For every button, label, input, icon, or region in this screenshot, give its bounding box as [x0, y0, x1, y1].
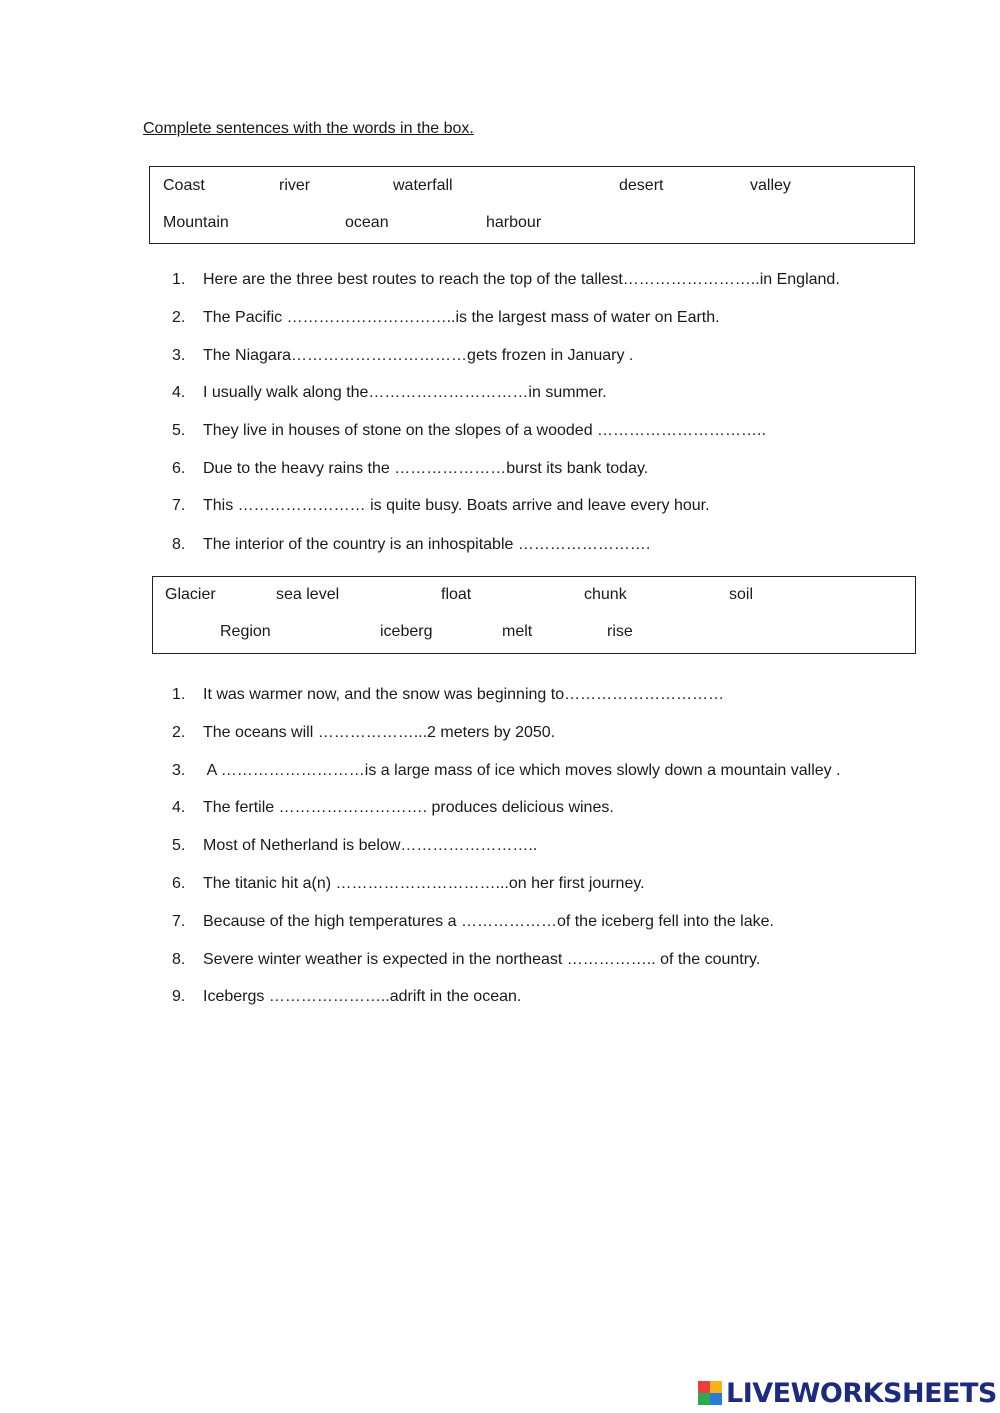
item-number: 6.: [172, 460, 186, 477]
word-box-1-word: desert: [619, 177, 664, 194]
item-number: 4.: [172, 799, 186, 816]
exercise-1-item: [172, 347, 633, 365]
item-text: It was warmer now, and the snow was beginning to…………………………: [203, 686, 725, 703]
exercise-2-item: [172, 988, 521, 1006]
word-box-2-word: rise: [607, 623, 633, 640]
item-text: Most of Netherland is below……………………..: [203, 837, 538, 854]
item-number: 8.: [172, 951, 186, 968]
item-number: 7.: [172, 913, 186, 930]
item-number: 9.: [172, 988, 186, 1005]
item-number: 2.: [172, 309, 186, 326]
word-box-2-word: sea level: [276, 586, 340, 603]
item-number: 1.: [172, 271, 186, 288]
word-box-2-word: Region: [220, 623, 271, 640]
word-box-1-word: waterfall: [393, 177, 453, 194]
item-text: They live in houses of stone on the slopes of a wooded …………………………..: [203, 422, 766, 439]
exercise-2-item: [172, 875, 645, 893]
exercise-1-item: [172, 460, 648, 478]
item-number: 3.: [172, 347, 186, 364]
exercise-1-item: [172, 384, 607, 402]
item-text: The fertile ………………………. produces delicious wines.: [203, 799, 614, 816]
item-text: The Pacific …………………………..is the largest mass of water on Earth.: [203, 309, 720, 326]
instruction-heading: Complete sentences with the words in the box.: [143, 120, 474, 137]
item-text: This …………………… is quite busy. Boats arrive and leave every hour.: [203, 497, 710, 514]
item-number: 7.: [172, 497, 186, 514]
logo-square: [698, 1381, 710, 1393]
exercise-2-item: [172, 762, 841, 780]
word-box-1-word: Coast: [163, 177, 205, 194]
exercise-2-item: [172, 913, 774, 931]
item-number: 2.: [172, 724, 186, 741]
item-number: 3.: [172, 762, 186, 779]
item-number: 6.: [172, 875, 186, 892]
item-text: Icebergs …………………..adrift in the ocean.: [203, 988, 522, 1005]
exercise-2-item: [172, 724, 555, 742]
item-text: I usually walk along the…………………………in summer.: [203, 384, 607, 401]
word-box-2: [152, 576, 916, 654]
exercise-1-item: [172, 309, 720, 327]
item-text: The Niagara……………………………gets frozen in January .: [203, 347, 634, 364]
exercise-2-item: [172, 837, 537, 855]
item-text: Due to the heavy rains the …………………burst its bank today.: [203, 460, 649, 477]
word-box-1-word: ocean: [345, 214, 389, 231]
exercise-2-item: [172, 799, 614, 817]
word-box-2-word: iceberg: [380, 623, 433, 640]
item-text: A ………………………is a large mass of ice which moves slowly down a mountain valley .: [203, 762, 841, 779]
word-box-1-word: valley: [750, 177, 791, 194]
item-number: 1.: [172, 686, 186, 703]
logo-square: [698, 1393, 710, 1405]
item-text: The interior of the country is an inhospitable …………………….: [203, 536, 651, 553]
exercise-1-item: [172, 536, 650, 554]
item-number: 4.: [172, 384, 186, 401]
exercise-1-item: [172, 422, 766, 440]
word-box-1-word: river: [279, 177, 311, 194]
item-text: The oceans will ………………...2 meters by 2050.: [203, 724, 556, 741]
item-number: 8.: [172, 536, 186, 553]
exercise-1-item: [172, 497, 710, 515]
word-box-2-word: chunk: [584, 586, 627, 603]
logo-square: [710, 1381, 722, 1393]
word-box-2-word: melt: [502, 623, 533, 640]
item-text: Severe winter weather is expected in the northeast …………….. of the country.: [203, 951, 761, 968]
item-number: 5.: [172, 422, 186, 439]
exercise-2-item: [172, 686, 724, 704]
word-box-1-word: Mountain: [163, 214, 229, 231]
word-box-1-word: harbour: [486, 214, 542, 231]
liveworksheets-logo[interactable]: [698, 1378, 997, 1408]
item-text: The titanic hit a(n) …………………………...on her first journey.: [203, 875, 645, 892]
word-box-1: [149, 166, 915, 244]
item-text: Because of the high temperatures a ………………of the iceberg fell into the lake.: [203, 913, 774, 930]
item-text: Here are the three best routes to reach the top of the tallest……………………..in England.: [203, 271, 840, 288]
item-number: 5.: [172, 837, 186, 854]
word-box-2-word: soil: [729, 586, 754, 603]
liveworksheets-logo-icon: [698, 1381, 722, 1405]
logo-text: LIVEWORKSHEETS: [726, 1377, 997, 1409]
exercise-1-item: [172, 271, 840, 289]
logo-square: [710, 1393, 722, 1405]
word-box-2-word: Glacier: [165, 586, 216, 603]
word-box-2-word: float: [441, 586, 472, 603]
exercise-2-item: [172, 951, 760, 969]
